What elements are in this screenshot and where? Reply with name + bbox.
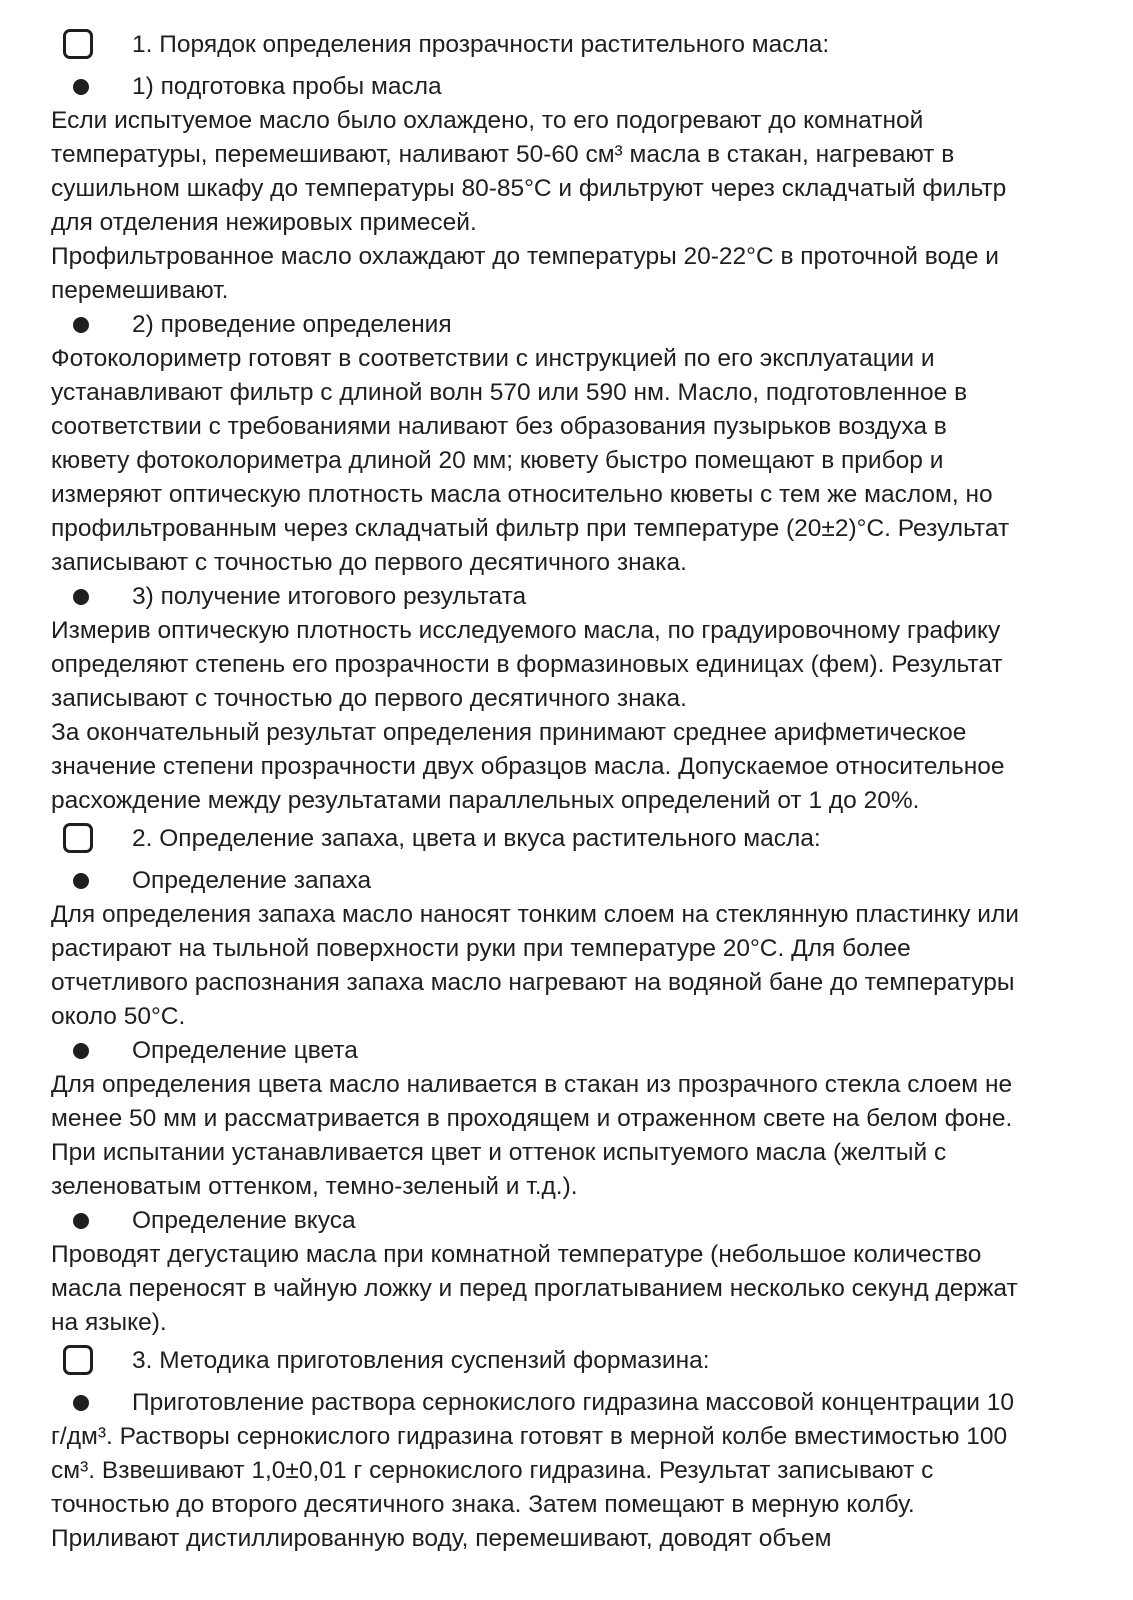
paragraph-line: на языке).	[51, 1309, 167, 1336]
bullet-item	[51, 1204, 1083, 1238]
paragraph-line: измеряют оптическую плотность масла относительно кюветы с тем же маслом, но	[51, 481, 993, 508]
paragraph	[51, 342, 1083, 580]
paragraph-line: Фотоколориметр готовят в соответствии с инструкцией по его эксплуатации и	[51, 345, 935, 372]
paragraph-line: сушильном шкафу до температуры 80-85°С и фильтруют через складчатый фильтр	[51, 175, 1007, 202]
task-text: 2. Определение запаха, цвета и вкуса растительного масла:	[132, 825, 821, 852]
paragraph-line: менее 50 мм и рассматривается в проходящем и отраженном свете на белом фоне.	[51, 1105, 1013, 1132]
bullet-item	[51, 308, 1083, 342]
paragraph-line: около 50°С.	[51, 1003, 186, 1030]
paragraph-line: определяют степень его прозрачности в формазиновых единицах (фем). Результат	[51, 651, 1003, 678]
bullet-text: Определение вкуса	[132, 1207, 356, 1234]
paragraph-line: соответствии с требованиями наливают без образования пузырьков воздуха в	[51, 413, 947, 440]
bullet-item	[51, 580, 1083, 614]
paragraph-line: значение степени прозрачности двух образцов масла. Допускаемое относительное	[51, 753, 1005, 780]
paragraph	[51, 614, 1083, 818]
paragraph-line: записывают с точностью до первого десятичного знака.	[51, 685, 687, 712]
task-text: 1. Порядок определения прозрачности растительного масла:	[132, 31, 830, 58]
bullet-item	[51, 1386, 1083, 1420]
task-item	[51, 24, 1083, 70]
checkbox[interactable]	[63, 29, 93, 59]
paragraph-line: перемешивают.	[51, 277, 229, 304]
paragraph-line: температуры, перемешивают, наливают 50-60 см³ масла в стакан, нагревают в	[51, 141, 955, 168]
paragraph-line: Проводят дегустацию масла при комнатной температуре (небольшое количество	[51, 1241, 982, 1268]
paragraph-line: Для определения цвета масло наливается в стакан из прозрачного стекла слоем не	[51, 1071, 1013, 1098]
paragraph-line: растирают на тыльной поверхности руки при температуре 20°С. Для более	[51, 935, 911, 962]
paragraph-line: Приливают дистиллированную воду, перемешивают, доводят объем	[51, 1525, 832, 1552]
bullet-dot-icon	[73, 589, 89, 605]
checkbox[interactable]	[63, 1345, 93, 1375]
paragraph-line: За окончательный результат определения принимают среднее арифметическое	[51, 719, 967, 746]
bullet-item	[51, 1034, 1083, 1068]
paragraph-line: см³. Взвешивают 1,0±0,01 г сернокислого гидразина. Результат записывают с	[51, 1457, 934, 1484]
paragraph-line: Профильтрованное масло охлаждают до температуры 20-22°С в проточной воде и	[51, 243, 999, 270]
paragraph	[51, 898, 1083, 1034]
paragraph-line: Для определения запаха масло наносят тонким слоем на стеклянную пластинку или	[51, 901, 1019, 928]
paragraph-line: масла переносят в чайную ложку и перед проглатыванием несколько секунд держат	[51, 1275, 1018, 1302]
paragraph-line: профильтрованным через складчатый фильтр при температуре (20±2)°С. Результат	[51, 515, 1010, 542]
paragraph-line: кювету фотоколориметра длиной 20 мм; кювету быстро помещают в прибор и	[51, 447, 944, 474]
bullet-item	[51, 864, 1083, 898]
paragraph	[51, 1238, 1083, 1340]
paragraph	[51, 1420, 1083, 1556]
bullet-dot-icon	[73, 1043, 89, 1059]
bullet-text: Определение цвета	[132, 1037, 358, 1064]
bullet-text: 2) проведение определения	[132, 311, 452, 338]
paragraph-line: устанавливают фильтр с длиной волн 570 или 590 нм. Масло, подготовленное в	[51, 379, 968, 406]
bullet-text: 1) подготовка пробы масла	[132, 73, 442, 100]
bullet-text: Определение запаха	[132, 867, 372, 894]
paragraph-line: записывают с точностью до первого десятичного знака.	[51, 549, 687, 576]
paragraph-line: зеленоватым оттенком, темно-зеленый и т.д.).	[51, 1173, 578, 1200]
paragraph-line: г/дм³. Растворы сернокислого гидразина готовят в мерной колбе вместимостью 100	[51, 1423, 1008, 1450]
paragraph-line: Измерив оптическую плотность исследуемого масла, по градуировочному графику	[51, 617, 1001, 644]
bullet-dot-icon	[73, 317, 89, 333]
bullet-text: 3) получение итогового результата	[132, 583, 527, 610]
paragraph-line: точностью до второго десятичного знака. Затем помещают в мерную колбу.	[51, 1491, 915, 1518]
paragraph-line: отчетливого распознания запаха масло нагревают на водяной бане до температуры	[51, 969, 1015, 996]
bullet-dot-icon	[73, 873, 89, 889]
task-text: 3. Методика приготовления суспензий формазина:	[132, 1347, 710, 1374]
paragraph-line: Если испытуемое масло было охлаждено, то его подогревают до комнатной	[51, 107, 924, 134]
task-item	[51, 818, 1083, 864]
bullet-text: Приготовление раствора сернокислого гидразина массовой концентрации 10	[132, 1389, 1014, 1416]
paragraph-line: для отделения нежировых примесей.	[51, 209, 477, 236]
task-item	[51, 1340, 1083, 1386]
bullet-item	[51, 70, 1083, 104]
paragraph	[51, 1068, 1083, 1204]
paragraph	[51, 104, 1083, 308]
paragraph-line: При испытании устанавливается цвет и оттенок испытуемого масла (желтый с	[51, 1139, 947, 1166]
bullet-dot-icon	[73, 79, 89, 95]
checkbox[interactable]	[63, 823, 93, 853]
bullet-dot-icon	[73, 1395, 89, 1411]
bullet-dot-icon	[73, 1213, 89, 1229]
paragraph-line: расхождение между результатами параллельных определений от 1 до 20%.	[51, 787, 920, 814]
